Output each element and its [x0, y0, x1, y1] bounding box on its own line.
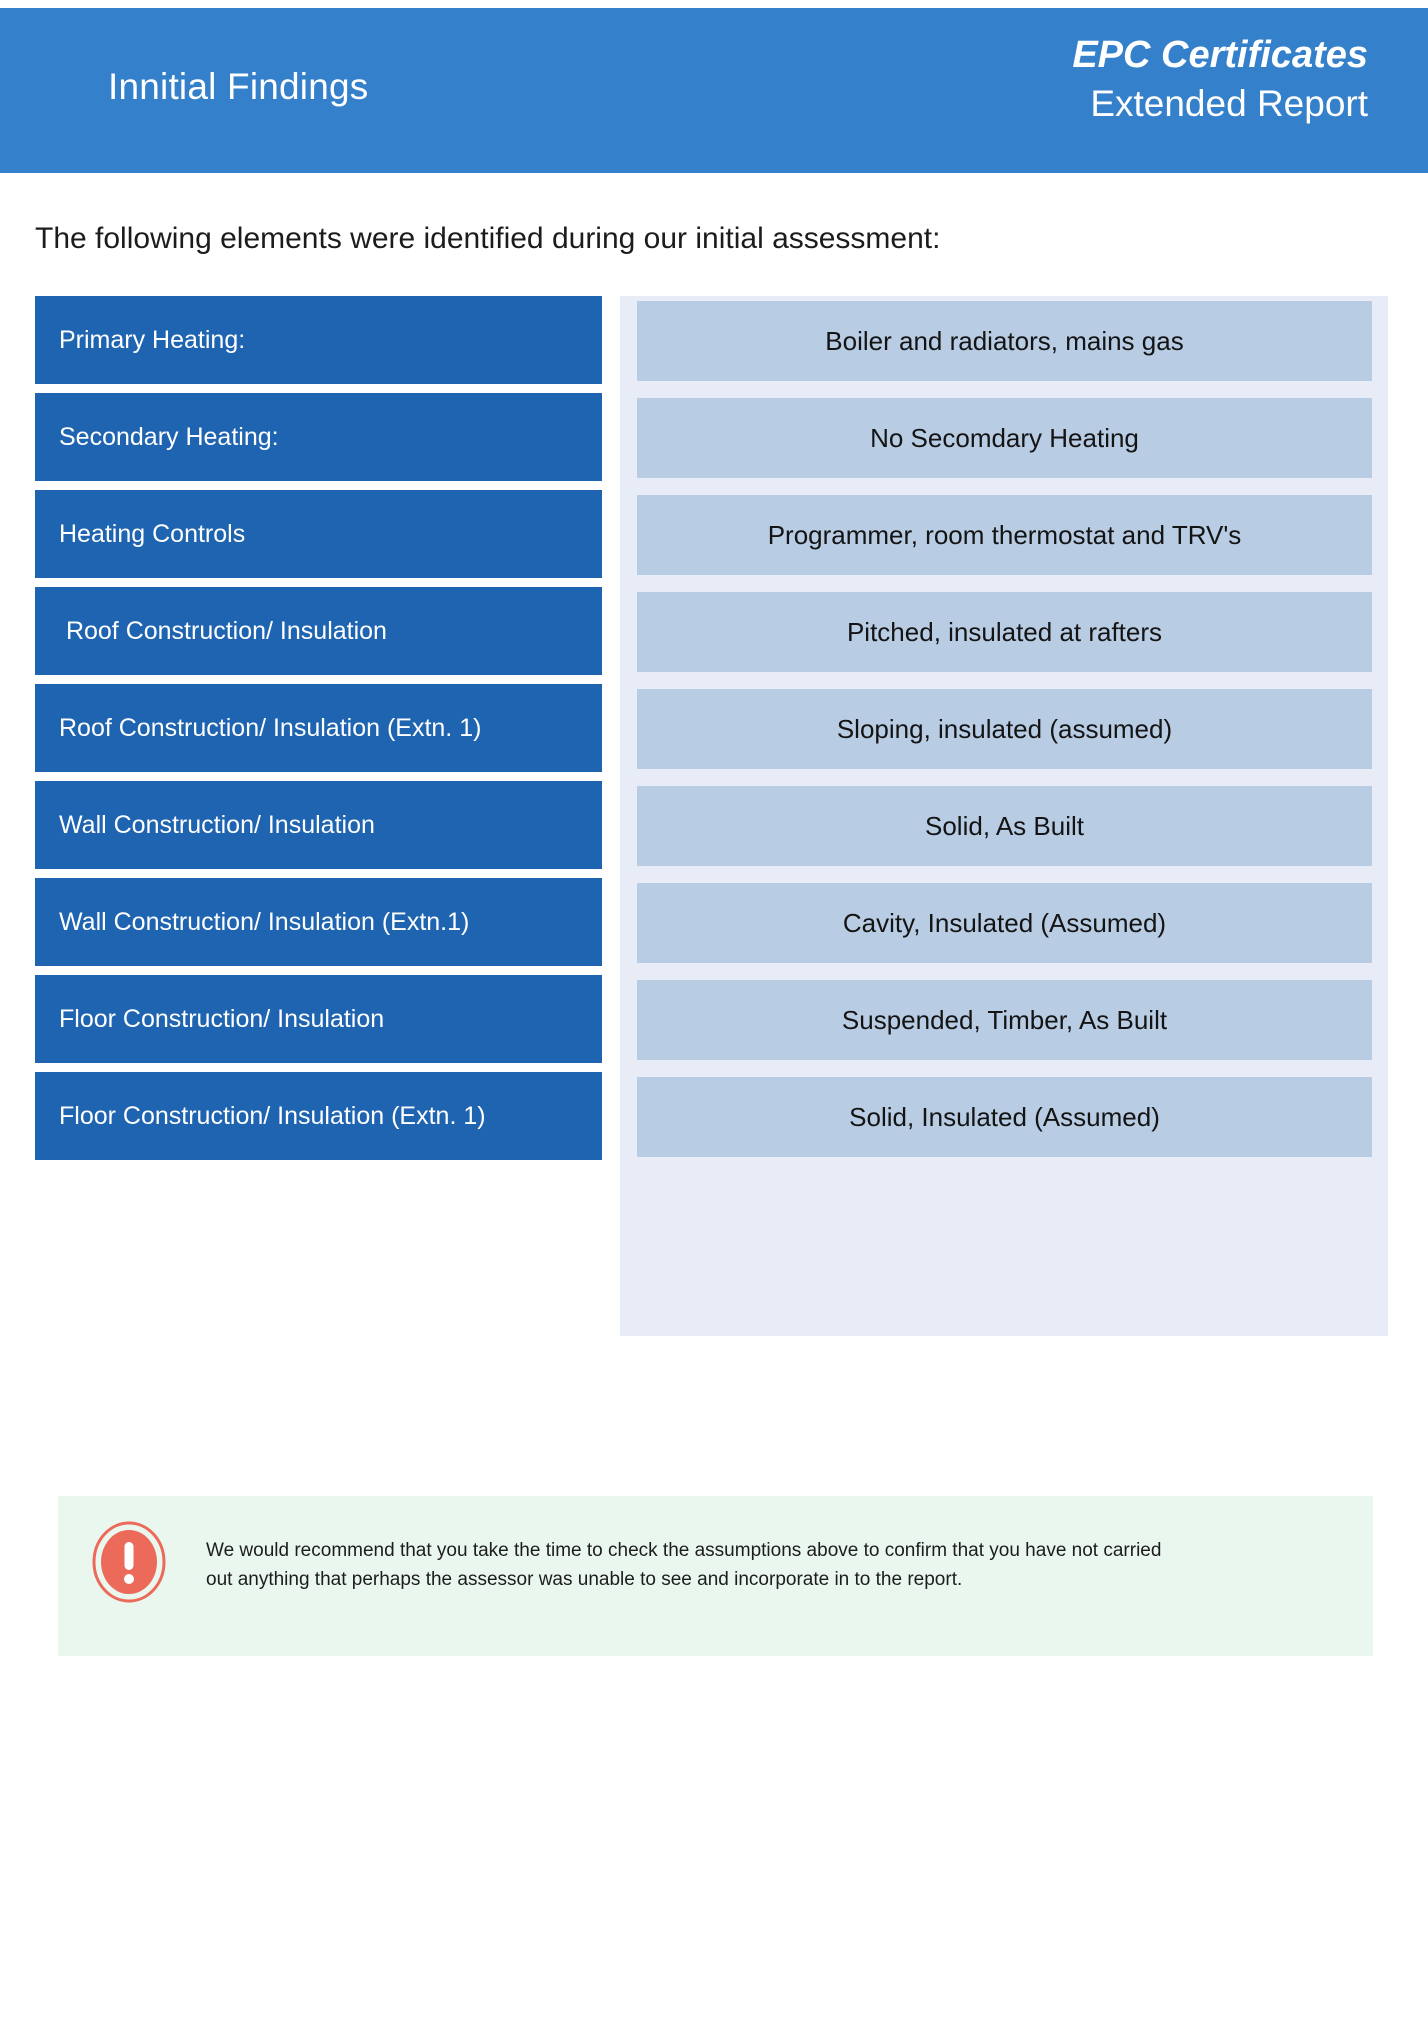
- finding-value: Boiler and radiators, mains gas: [637, 301, 1372, 381]
- table-row: [0, 296, 1428, 392]
- table-row: [0, 490, 1428, 586]
- table-row: [0, 878, 1428, 974]
- recommendation-line-2: out anything that perhaps the assessor was unable to see and incorporate in to the report.: [206, 1569, 963, 1591]
- finding-value: Pitched, insulated at rafters: [637, 592, 1372, 672]
- finding-value: Solid, Insulated (Assumed): [637, 1077, 1372, 1157]
- brand-name: EPC Certificates: [1072, 34, 1368, 76]
- intro-paragraph: The following elements were identified during our initial assessment:: [35, 222, 941, 255]
- table-row: [0, 684, 1428, 780]
- finding-value: Solid, As Built: [637, 786, 1372, 866]
- page-section-title: Innitial Findings: [108, 66, 369, 107]
- exclamation-circle-icon: [91, 1520, 167, 1604]
- finding-value: Programmer, room thermostat and TRV's: [637, 495, 1372, 575]
- table-row: [0, 1072, 1428, 1168]
- recommendation-text: [206, 1536, 1336, 1595]
- finding-value: Suspended, Timber, As Built: [637, 980, 1372, 1060]
- header-brand-block: [1072, 34, 1368, 126]
- report-subtitle: Extended Report: [1090, 82, 1368, 124]
- finding-label: Wall Construction/ Insulation (Extn.1): [35, 878, 602, 966]
- finding-value: No Secomdary Heating: [637, 398, 1372, 478]
- findings-rows: [0, 296, 1428, 1169]
- table-row: [0, 781, 1428, 877]
- finding-label: Wall Construction/ Insulation: [35, 781, 602, 869]
- finding-label: Floor Construction/ Insulation (Extn. 1): [35, 1072, 602, 1160]
- table-row: [0, 587, 1428, 683]
- finding-label: Secondary Heating:: [35, 393, 602, 481]
- finding-label: Primary Heating:: [35, 296, 602, 384]
- finding-label: Heating Controls: [35, 490, 602, 578]
- finding-value: Cavity, Insulated (Assumed): [637, 883, 1372, 963]
- table-row: [0, 393, 1428, 489]
- finding-label: Roof Construction/ Insulation (Extn. 1): [35, 684, 602, 772]
- findings-table: [0, 296, 1428, 1356]
- table-row: [0, 975, 1428, 1071]
- recommendation-line-1: We would recommend that you take the time to check the assumptions above to confirm that you have not carried: [206, 1540, 1162, 1561]
- finding-label: Roof Construction/ Insulation: [35, 587, 602, 675]
- finding-value: Sloping, insulated (assumed): [637, 689, 1372, 769]
- page-header-band: [0, 8, 1428, 173]
- recommendation-callout: [58, 1496, 1373, 1656]
- finding-label: Floor Construction/ Insulation: [35, 975, 602, 1063]
